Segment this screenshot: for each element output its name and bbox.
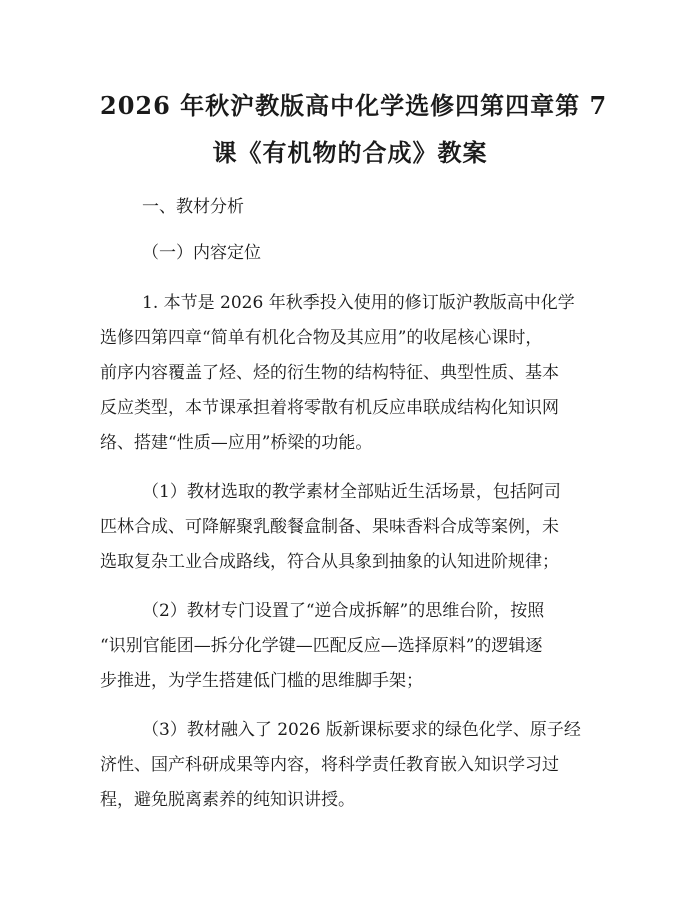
paragraph-2-line-2: 匹林合成、可降解聚乳酸餐盒制备、果味香料合成等案例，未 (100, 517, 559, 537)
document-title-line-2: 课《有机物的合成》教案 (212, 138, 488, 167)
paragraph-2-line-1: （1）教材选取的教学素材全部贴近生活场景，包括阿司 (142, 482, 561, 502)
subsection-heading: （一）内容定位 (142, 243, 261, 263)
paragraph-4-line-3: 程，避免脱离素养的纯知识讲授。 (100, 790, 355, 810)
section-heading: 一、教材分析 (142, 197, 244, 217)
paragraph-4-line-2: 济性、国产科研成果等内容，将科学责任教育嵌入知识学习过 (100, 755, 559, 775)
paragraph-4-line-1: （3）教材融入了 2026 版新课标要求的绿色化学、原子经 (142, 720, 581, 740)
paragraph-3-line-2: “识别官能团—拆分化学键—匹配反应—选择原料”的逻辑逐 (100, 636, 543, 656)
paragraph-1-line-1: 1. 本节是 2026 年秋季投入使用的修订版沪教版高中化学 (142, 293, 575, 313)
paragraph-3-line-1: （2）教材专门设置了“逆合成拆解”的思维台阶，按照 (142, 601, 545, 621)
paragraph-1-line-2: 选修四第四章“简单有机化合物及其应用”的收尾核心课时， (100, 328, 543, 348)
paragraph-2-line-3: 选取复杂工业合成路线，符合从具象到抽象的认知进阶规律； (100, 552, 559, 572)
paragraph-1-line-3: 前序内容覆盖了烃、烃的衍生物的结构特征、典型性质、基本 (100, 363, 559, 383)
paragraph-3-line-3: 步推进，为学生搭建低门槛的思维脚手架； (100, 671, 423, 691)
paragraph-1-line-5: 络、搭建“性质—应用”桥梁的功能。 (100, 433, 373, 453)
document-title-line-1: 2026 年秋沪教版高中化学选修四第四章第 7 (100, 91, 608, 120)
paragraph-1-line-4: 反应类型，本节课承担着将零散有机反应串联成结构化知识网 (100, 398, 559, 418)
